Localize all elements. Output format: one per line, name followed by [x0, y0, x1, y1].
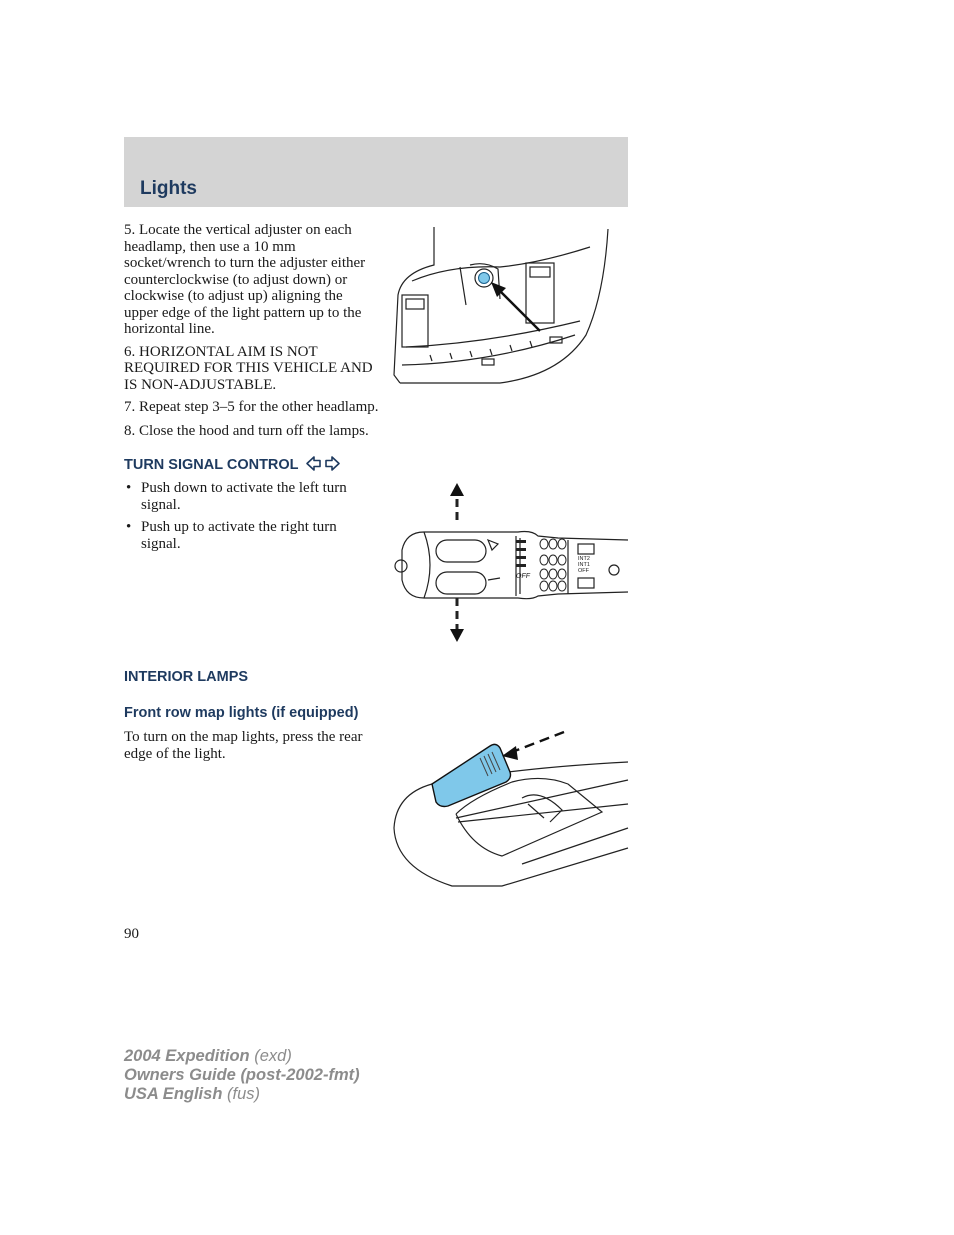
step-6: 6. HORIZONTAL AIM IS NOT REQUIRED FOR THIS VEHICLE AND IS NON-ADJUSTABLE.: [124, 343, 373, 393]
map-lights-text: To turn on the map lights, press the rear edge of the light.: [124, 729, 363, 762]
stalk-int1-label: INT1: [578, 562, 590, 568]
page-number: 90: [124, 926, 139, 942]
map-lights-subheading: Front row map lights (if equipped): [124, 705, 359, 721]
footer-language: USA English: [124, 1085, 223, 1103]
section-title: Lights: [140, 178, 197, 199]
footer-guide: Owners Guide (post-2002-fmt): [124, 1066, 360, 1084]
section-header: [124, 137, 628, 207]
stalk-off-label: OFF: [516, 573, 530, 580]
footer-model: 2004 Expedition: [124, 1047, 250, 1065]
turn-signal-bullets: [124, 480, 379, 558]
interior-lamps-heading: INTERIOR LAMPS: [124, 669, 249, 685]
step-8: 8. Close the hood and turn off the lamps.: [124, 423, 369, 439]
map-light-lens: [432, 744, 511, 806]
adjuster-highlight: [479, 273, 490, 284]
footer-language-code: (fus): [222, 1085, 260, 1103]
headlamp-adjuster-illustration: [390, 225, 630, 387]
document-footer: [124, 1047, 360, 1104]
step-5: 5. Locate the vertical adjuster on each headlamp, then use a 10 mm socket/wrench to turn the adjuster either counterclockwise (to adjust down) or clockwise (to adjust up) aligning the upper edge of the light pattern up to the horizontal line.: [124, 222, 366, 337]
turn-signal-stalk-illustration: [388, 480, 630, 646]
bullet-text: Push up to activate the right turn signal.: [141, 519, 337, 552]
turn-signal-arrows-icon: [305, 455, 341, 472]
bullet-text: Push down to activate the left turn signal.: [141, 480, 347, 513]
turn-signal-heading-text: TURN SIGNAL CONTROL: [124, 457, 299, 473]
turn-signal-heading: [124, 455, 341, 473]
steps-column: [124, 222, 374, 393]
list-item: • Push up to activate the right turn signal.: [126, 519, 337, 552]
stalk-int2-label: INT2: [578, 556, 590, 562]
stalk-off-small-label: OFF: [578, 568, 589, 574]
map-light-illustration: [392, 728, 630, 890]
footer-model-code: (exd): [249, 1047, 292, 1065]
step-7: 7. Repeat step 3–5 for the other headlamp.: [124, 399, 379, 415]
list-item: • Push down to activate the left turn signal.: [126, 480, 347, 513]
